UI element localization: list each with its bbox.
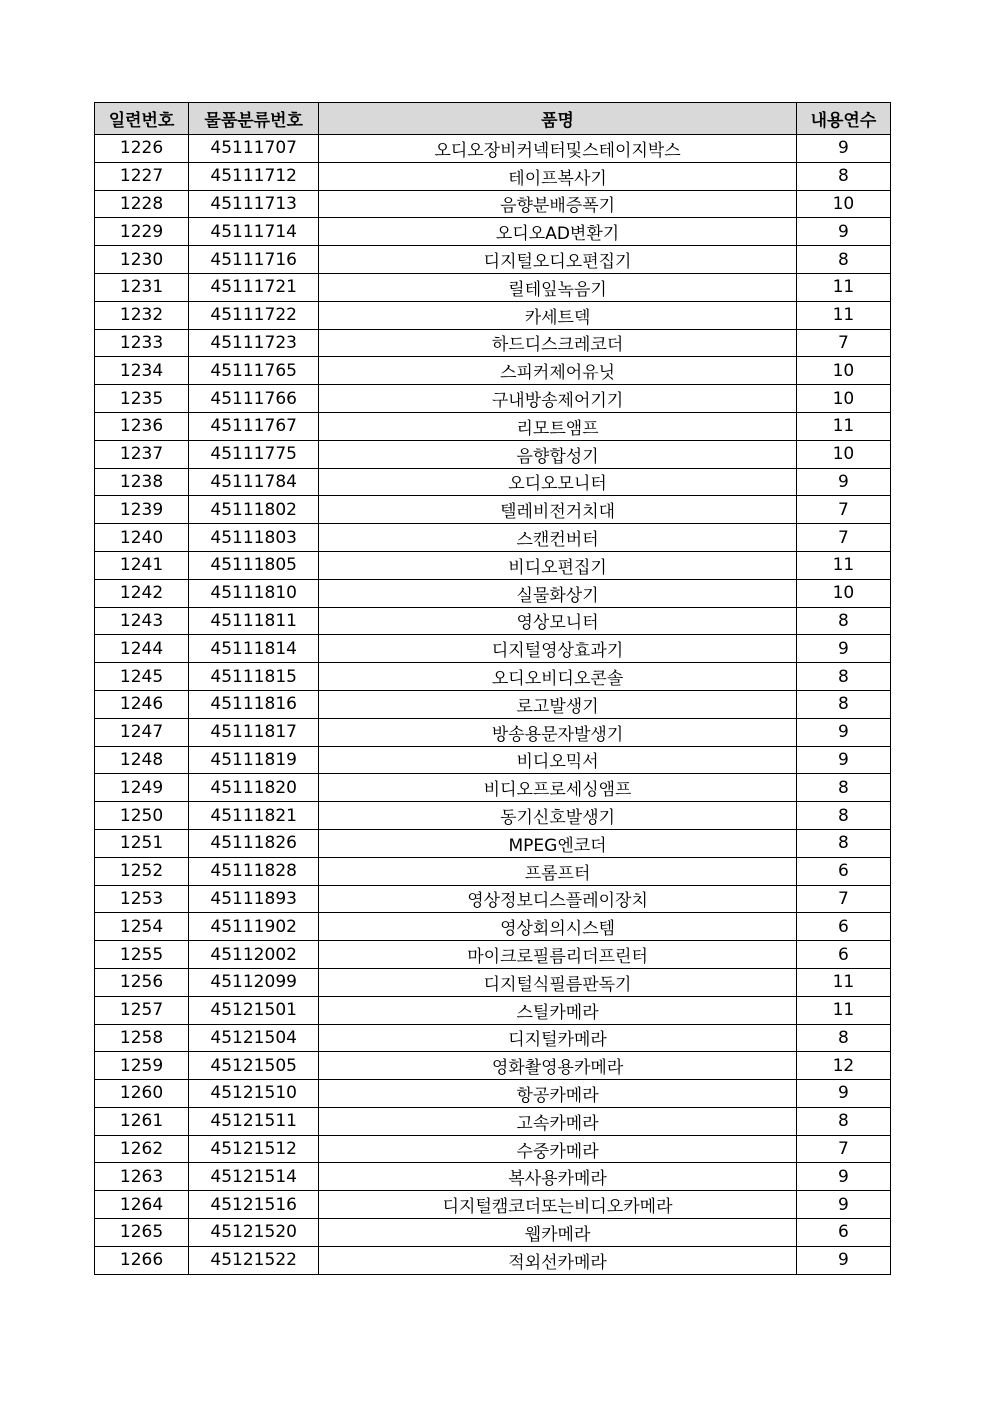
cell-item-name: 카세트덱 [319, 301, 797, 329]
cell-serial-number: 1251 [95, 829, 189, 857]
table-row [95, 329, 891, 357]
cell-useful-life-years: 8 [796, 1107, 890, 1135]
cell-useful-life-years: 7 [796, 885, 890, 913]
cell-useful-life-years: 9 [796, 1163, 890, 1191]
cell-serial-number: 1264 [95, 1191, 189, 1219]
table-row [95, 496, 891, 524]
cell-serial-number: 1254 [95, 913, 189, 941]
cell-useful-life-years: 9 [796, 746, 890, 774]
cell-useful-life-years: 12 [796, 1052, 890, 1080]
cell-useful-life-years: 8 [796, 829, 890, 857]
cell-item-name: 비디오믹서 [319, 746, 797, 774]
cell-useful-life-years: 8 [796, 1024, 890, 1052]
table-row [95, 440, 891, 468]
cell-serial-number: 1229 [95, 218, 189, 246]
table-row [95, 802, 891, 830]
table-row [95, 524, 891, 552]
cell-serial-number: 1243 [95, 607, 189, 635]
cell-item-name: 비디오프로세싱앰프 [319, 774, 797, 802]
cell-useful-life-years: 9 [796, 1080, 890, 1108]
cell-item-name: 영상회의시스템 [319, 913, 797, 941]
cell-serial-number: 1232 [95, 301, 189, 329]
cell-serial-number: 1227 [95, 162, 189, 190]
table-header-row [95, 103, 891, 135]
cell-classification-number: 45121512 [189, 1135, 319, 1163]
cell-classification-number: 45111713 [189, 190, 319, 218]
cell-useful-life-years: 9 [796, 718, 890, 746]
cell-useful-life-years: 7 [796, 496, 890, 524]
table-row [95, 1219, 891, 1247]
table-row [95, 412, 891, 440]
cell-classification-number: 45111817 [189, 718, 319, 746]
cell-serial-number: 1233 [95, 329, 189, 357]
table-row [95, 941, 891, 969]
table-row [95, 857, 891, 885]
cell-serial-number: 1226 [95, 135, 189, 163]
cell-classification-number: 45111802 [189, 496, 319, 524]
cell-serial-number: 1259 [95, 1052, 189, 1080]
table-row [95, 913, 891, 941]
table-row [95, 357, 891, 385]
cell-item-name: 적외선카메라 [319, 1246, 797, 1274]
cell-item-name: 스피커제어유닛 [319, 357, 797, 385]
cell-serial-number: 1246 [95, 690, 189, 718]
cell-useful-life-years: 8 [796, 246, 890, 274]
cell-item-name: 리모트앰프 [319, 412, 797, 440]
cell-serial-number: 1230 [95, 246, 189, 274]
cell-classification-number: 45121505 [189, 1052, 319, 1080]
cell-item-name: 오디오AD변환기 [319, 218, 797, 246]
cell-useful-life-years: 8 [796, 663, 890, 691]
cell-serial-number: 1260 [95, 1080, 189, 1108]
cell-useful-life-years: 8 [796, 774, 890, 802]
cell-item-name: 오디오장비커넥터및스테이지박스 [319, 135, 797, 163]
cell-serial-number: 1234 [95, 357, 189, 385]
cell-serial-number: 1253 [95, 885, 189, 913]
cell-classification-number: 45111714 [189, 218, 319, 246]
cell-classification-number: 45111826 [189, 829, 319, 857]
cell-classification-number: 45121511 [189, 1107, 319, 1135]
table-row [95, 1163, 891, 1191]
cell-useful-life-years: 11 [796, 551, 890, 579]
cell-useful-life-years: 6 [796, 913, 890, 941]
header-serial-number: 일련번호 [95, 103, 189, 135]
table-row [95, 1024, 891, 1052]
cell-serial-number: 1263 [95, 1163, 189, 1191]
cell-classification-number: 45111712 [189, 162, 319, 190]
cell-useful-life-years: 9 [796, 635, 890, 663]
table-row [95, 301, 891, 329]
cell-classification-number: 45111722 [189, 301, 319, 329]
cell-useful-life-years: 7 [796, 1135, 890, 1163]
table-row [95, 635, 891, 663]
cell-item-name: 방송용문자발생기 [319, 718, 797, 746]
table-row [95, 1246, 891, 1274]
table-row [95, 1191, 891, 1219]
cell-classification-number: 45111775 [189, 440, 319, 468]
cell-serial-number: 1249 [95, 774, 189, 802]
cell-classification-number: 45121520 [189, 1219, 319, 1247]
table-row [95, 1107, 891, 1135]
table-row [95, 885, 891, 913]
cell-classification-number: 45111902 [189, 913, 319, 941]
cell-classification-number: 45111767 [189, 412, 319, 440]
cell-classification-number: 45121501 [189, 996, 319, 1024]
table-row [95, 273, 891, 301]
cell-useful-life-years: 10 [796, 579, 890, 607]
cell-item-name: 테이프복사기 [319, 162, 797, 190]
cell-useful-life-years: 7 [796, 329, 890, 357]
table-row [95, 690, 891, 718]
table-row [95, 774, 891, 802]
cell-serial-number: 1258 [95, 1024, 189, 1052]
cell-classification-number: 45111723 [189, 329, 319, 357]
table-row [95, 1080, 891, 1108]
table-row [95, 746, 891, 774]
cell-serial-number: 1266 [95, 1246, 189, 1274]
cell-classification-number: 45111805 [189, 551, 319, 579]
cell-useful-life-years: 7 [796, 524, 890, 552]
cell-serial-number: 1262 [95, 1135, 189, 1163]
cell-item-name: 오디오모니터 [319, 468, 797, 496]
cell-item-name: 실물화상기 [319, 579, 797, 607]
cell-classification-number: 45121514 [189, 1163, 319, 1191]
cell-classification-number: 45111766 [189, 385, 319, 413]
cell-useful-life-years: 9 [796, 1191, 890, 1219]
header-item-name: 품명 [319, 103, 797, 135]
cell-serial-number: 1256 [95, 968, 189, 996]
cell-useful-life-years: 10 [796, 385, 890, 413]
cell-serial-number: 1242 [95, 579, 189, 607]
cell-classification-number: 45111821 [189, 802, 319, 830]
header-useful-life-years: 내용연수 [796, 103, 890, 135]
cell-serial-number: 1257 [95, 996, 189, 1024]
cell-serial-number: 1245 [95, 663, 189, 691]
table-body [95, 135, 891, 1275]
cell-useful-life-years: 11 [796, 301, 890, 329]
table-row [95, 579, 891, 607]
cell-item-name: 디지털카메라 [319, 1024, 797, 1052]
cell-item-name: 하드디스크레코더 [319, 329, 797, 357]
cell-useful-life-years: 6 [796, 941, 890, 969]
cell-classification-number: 45111810 [189, 579, 319, 607]
cell-serial-number: 1265 [95, 1219, 189, 1247]
cell-useful-life-years: 8 [796, 607, 890, 635]
cell-useful-life-years: 6 [796, 1219, 890, 1247]
cell-useful-life-years: 10 [796, 357, 890, 385]
cell-item-name: 프롬프터 [319, 857, 797, 885]
cell-useful-life-years: 8 [796, 162, 890, 190]
cell-classification-number: 45111828 [189, 857, 319, 885]
cell-item-name: 디지털영상효과기 [319, 635, 797, 663]
cell-item-name: 동기신호발생기 [319, 802, 797, 830]
cell-classification-number: 45111893 [189, 885, 319, 913]
cell-classification-number: 45121516 [189, 1191, 319, 1219]
table-row [95, 663, 891, 691]
cell-useful-life-years: 10 [796, 440, 890, 468]
cell-classification-number: 45111819 [189, 746, 319, 774]
cell-serial-number: 1252 [95, 857, 189, 885]
table-row [95, 190, 891, 218]
cell-useful-life-years: 8 [796, 802, 890, 830]
table-row [95, 968, 891, 996]
cell-item-name: MPEG엔코더 [319, 829, 797, 857]
cell-item-name: 음향분배증폭기 [319, 190, 797, 218]
cell-classification-number: 45111716 [189, 246, 319, 274]
cell-item-name: 항공카메라 [319, 1080, 797, 1108]
table-row [95, 551, 891, 579]
cell-useful-life-years: 9 [796, 468, 890, 496]
cell-classification-number: 45111803 [189, 524, 319, 552]
cell-item-name: 디지털식필름판독기 [319, 968, 797, 996]
cell-useful-life-years: 11 [796, 968, 890, 996]
cell-serial-number: 1239 [95, 496, 189, 524]
cell-serial-number: 1236 [95, 412, 189, 440]
cell-serial-number: 1255 [95, 941, 189, 969]
cell-serial-number: 1238 [95, 468, 189, 496]
cell-item-name: 음향합성기 [319, 440, 797, 468]
cell-item-name: 스틸카메라 [319, 996, 797, 1024]
cell-item-name: 영상정보디스플레이장치 [319, 885, 797, 913]
cell-item-name: 디지털캠코더또는비디오카메라 [319, 1191, 797, 1219]
table-row [95, 162, 891, 190]
cell-classification-number: 45111784 [189, 468, 319, 496]
cell-classification-number: 45111820 [189, 774, 319, 802]
cell-useful-life-years: 9 [796, 1246, 890, 1274]
cell-item-name: 마이크로필름리더프린터 [319, 941, 797, 969]
cell-item-name: 영화촬영용카메라 [319, 1052, 797, 1080]
table-row [95, 246, 891, 274]
cell-item-name: 구내방송제어기기 [319, 385, 797, 413]
cell-serial-number: 1228 [95, 190, 189, 218]
cell-classification-number: 45121504 [189, 1024, 319, 1052]
cell-useful-life-years: 6 [796, 857, 890, 885]
cell-classification-number: 45112099 [189, 968, 319, 996]
cell-serial-number: 1240 [95, 524, 189, 552]
cell-item-name: 영상모니터 [319, 607, 797, 635]
cell-serial-number: 1237 [95, 440, 189, 468]
cell-serial-number: 1248 [95, 746, 189, 774]
cell-classification-number: 45121522 [189, 1246, 319, 1274]
table-row [95, 1135, 891, 1163]
cell-useful-life-years: 10 [796, 190, 890, 218]
cell-item-name: 복사용카메라 [319, 1163, 797, 1191]
table-row [95, 385, 891, 413]
cell-classification-number: 45111765 [189, 357, 319, 385]
cell-serial-number: 1231 [95, 273, 189, 301]
cell-item-name: 수중카메라 [319, 1135, 797, 1163]
cell-useful-life-years: 9 [796, 135, 890, 163]
cell-serial-number: 1250 [95, 802, 189, 830]
cell-serial-number: 1261 [95, 1107, 189, 1135]
cell-classification-number: 45111811 [189, 607, 319, 635]
cell-serial-number: 1241 [95, 551, 189, 579]
cell-useful-life-years: 9 [796, 218, 890, 246]
table-row [95, 1052, 891, 1080]
cell-serial-number: 1247 [95, 718, 189, 746]
cell-classification-number: 45111707 [189, 135, 319, 163]
cell-classification-number: 45111721 [189, 273, 319, 301]
table-row [95, 829, 891, 857]
cell-serial-number: 1235 [95, 385, 189, 413]
cell-item-name: 디지털오디오편집기 [319, 246, 797, 274]
cell-item-name: 고속카메라 [319, 1107, 797, 1135]
cell-item-name: 텔레비전거치대 [319, 496, 797, 524]
cell-useful-life-years: 11 [796, 273, 890, 301]
cell-item-name: 로고발생기 [319, 690, 797, 718]
cell-item-name: 웹카메라 [319, 1219, 797, 1247]
table-row [95, 996, 891, 1024]
cell-classification-number: 45111815 [189, 663, 319, 691]
table-row [95, 468, 891, 496]
cell-classification-number: 45111814 [189, 635, 319, 663]
table-row [95, 135, 891, 163]
table-row [95, 218, 891, 246]
cell-useful-life-years: 8 [796, 690, 890, 718]
table-row [95, 718, 891, 746]
cell-item-name: 스캔컨버터 [319, 524, 797, 552]
cell-item-name: 비디오편집기 [319, 551, 797, 579]
cell-useful-life-years: 11 [796, 412, 890, 440]
cell-serial-number: 1244 [95, 635, 189, 663]
cell-item-name: 릴테잎녹음기 [319, 273, 797, 301]
durable-years-table [94, 102, 891, 1275]
cell-classification-number: 45111816 [189, 690, 319, 718]
cell-useful-life-years: 11 [796, 996, 890, 1024]
cell-item-name: 오디오비디오콘솔 [319, 663, 797, 691]
table-row [95, 607, 891, 635]
cell-classification-number: 45112002 [189, 941, 319, 969]
cell-classification-number: 45121510 [189, 1080, 319, 1108]
header-classification-number: 물품분류번호 [189, 103, 319, 135]
